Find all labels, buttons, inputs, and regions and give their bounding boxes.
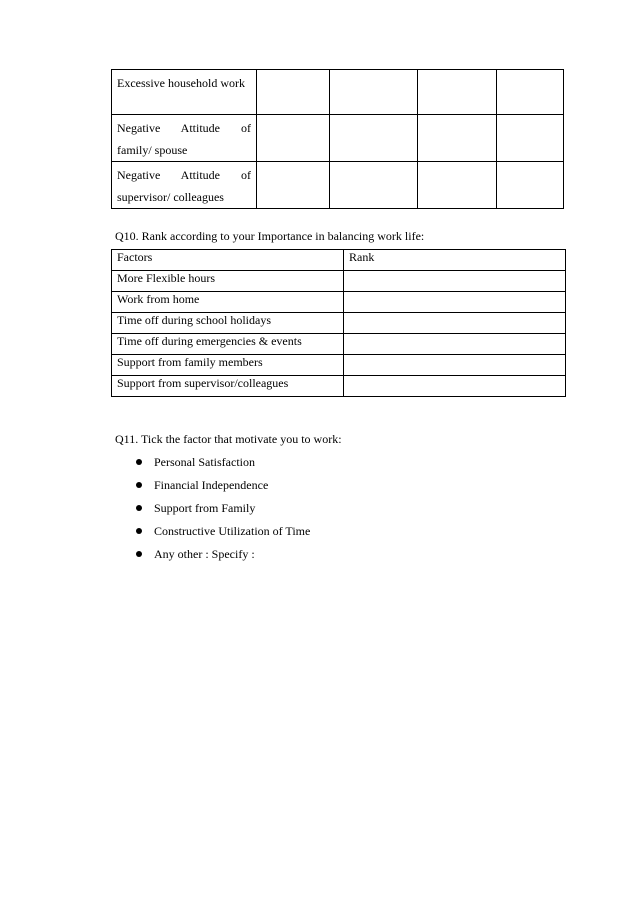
rating-cell[interactable] (418, 115, 497, 162)
table-row (112, 115, 564, 162)
table-row (112, 292, 566, 313)
rank-table (111, 249, 566, 397)
rating-cell[interactable] (330, 162, 418, 209)
table-row (112, 313, 566, 334)
table-row (112, 70, 564, 115)
bullet-icon (136, 482, 142, 488)
rating-cell[interactable] (257, 115, 330, 162)
rating-cell[interactable] (330, 115, 418, 162)
rank-cell[interactable] (344, 271, 566, 292)
list-item[interactable] (115, 500, 310, 523)
factor-rating-table (111, 69, 564, 209)
rank-cell[interactable] (344, 376, 566, 397)
list-item[interactable] (115, 477, 310, 500)
option-label: Any other : Specify : (154, 547, 255, 561)
factor-cell: Negative Attitude of family/ spouse (112, 115, 257, 162)
factor-cell: More Flexible hours (112, 271, 344, 292)
factor-cell: Time off during school holidays (112, 313, 344, 334)
factors-header: Factors (112, 250, 344, 271)
factor-cell: Excessive household work (112, 70, 257, 115)
option-label: Financial Independence (154, 478, 269, 492)
q11-question: Q11. Tick the factor that motivate you to work: (115, 432, 342, 446)
list-item[interactable] (115, 454, 310, 477)
table-row (112, 355, 566, 376)
bullet-icon (136, 528, 142, 534)
rating-cell[interactable] (497, 70, 564, 115)
rating-cell[interactable] (257, 162, 330, 209)
motivation-options-list (115, 454, 310, 569)
table-row (112, 162, 564, 209)
option-label: Support from Family (154, 501, 256, 515)
factor-cell: Negative Attitude of supervisor/ colleagues (112, 162, 257, 209)
factor-cell: Work from home (112, 292, 344, 313)
bullet-icon (136, 459, 142, 465)
q10-question: Q10. Rank according to your Importance in balancing work life: (115, 229, 425, 243)
rating-cell[interactable] (257, 70, 330, 115)
bullet-icon (136, 551, 142, 557)
table-header-row (112, 250, 566, 271)
rating-cell[interactable] (497, 115, 564, 162)
rank-header: Rank (344, 250, 566, 271)
rank-cell[interactable] (344, 313, 566, 334)
rank-cell[interactable] (344, 355, 566, 376)
rating-cell[interactable] (418, 162, 497, 209)
rating-cell[interactable] (418, 70, 497, 115)
rank-cell[interactable] (344, 292, 566, 313)
list-item[interactable] (115, 546, 310, 569)
bullet-icon (136, 505, 142, 511)
table-row (112, 334, 566, 355)
option-label: Constructive Utilization of Time (154, 524, 311, 538)
factor-cell: Support from family members (112, 355, 344, 376)
factor-cell: Support from supervisor/colleagues (112, 376, 344, 397)
list-item[interactable] (115, 523, 310, 546)
factor-cell: Time off during emergencies & events (112, 334, 344, 355)
table-row (112, 376, 566, 397)
option-label: Personal Satisfaction (154, 455, 255, 469)
rank-cell[interactable] (344, 334, 566, 355)
rating-cell[interactable] (497, 162, 564, 209)
rating-cell[interactable] (330, 70, 418, 115)
table-row (112, 271, 566, 292)
